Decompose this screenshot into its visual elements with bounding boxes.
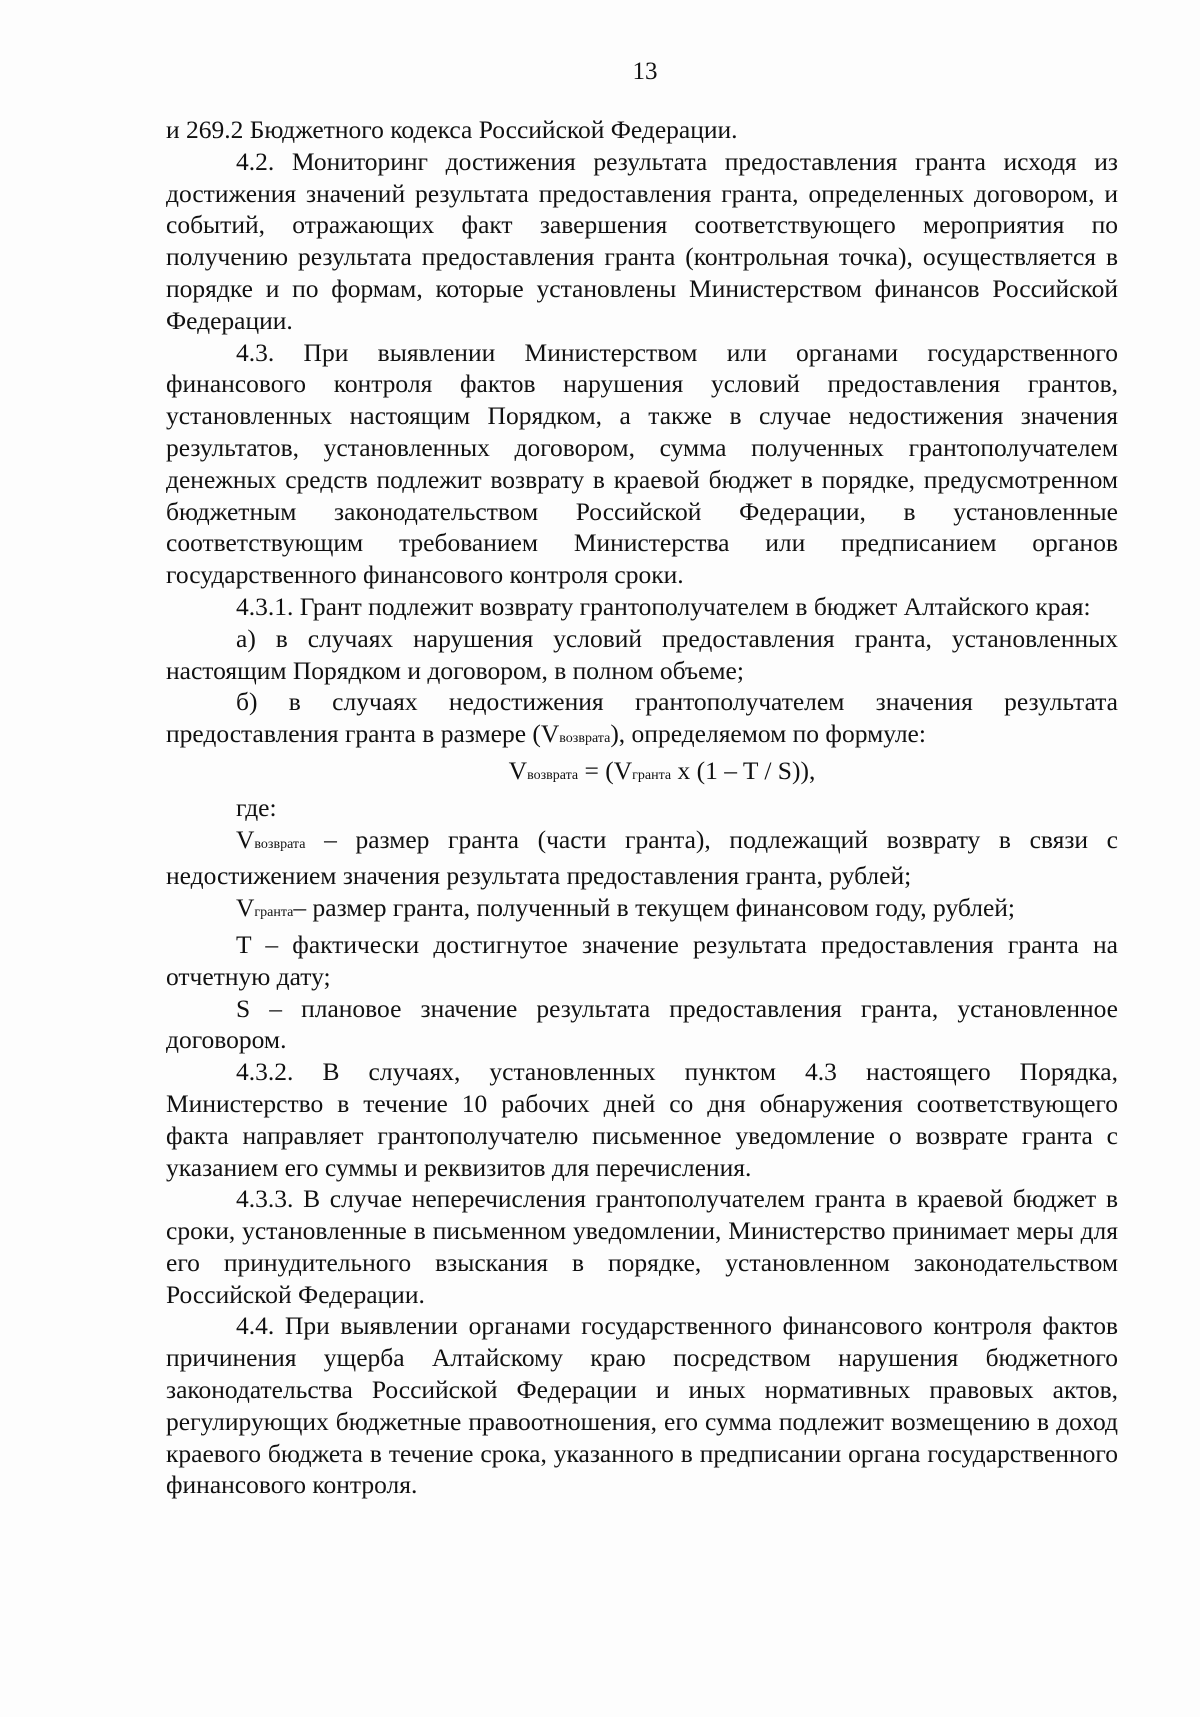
def-v-return-text: – размер гранта (части гранта), подлежащий возврату в связи с недостижением значения результата предоставления гранта, рублей; — [166, 824, 1118, 891]
paragraph-4-4: 4.4. При выявлении органами государственного финансового контроля фактов причинения ущерба Алтайскому краю посредством нарушения бюджетного законодательства Российской Федерации и иных нормативных правовых актов, регулирующих бюджетные правоотношения, его сумма подлежит возмещению в доход краевого бюджета в течение срока, указанного в предписании органа государственного финансового контроля. — [166, 1311, 1118, 1500]
definition-t: T – фактически достигнутое значение результата предоставления гранта на отчетную дату; — [166, 929, 1118, 991]
where-label: где: — [236, 792, 277, 822]
item-b-subscript: возврата — [559, 731, 611, 747]
formula-expression: x (1 – T / S)), — [671, 755, 816, 785]
definition-v-grant — [166, 892, 1118, 929]
formula-sub-grant: гранта — [632, 767, 672, 783]
def-v-return-symbol: V — [236, 824, 255, 854]
def-v-grant-symbol: V — [236, 893, 255, 923]
def-v-return-subscript: возврата — [254, 836, 306, 852]
def-v-grant-text: – размер гранта, полученный в текущем финансовом году, рублей; — [293, 893, 1015, 923]
formula-sub-return: возврата — [527, 767, 579, 783]
paragraph-item-a: а) в случаях нарушения условий предоставления гранта, установленных настоящим Порядком и договором, в полном объеме; — [166, 623, 1118, 685]
item-b-text-end: ), определяемом по формуле: — [610, 719, 926, 749]
paragraph-4-3: 4.3. При выявлении Министерством или органами государственного финансового контроля фактов нарушения условий предоставления грантов, установленных настоящим Порядком, а также в случае недостижения значения результатов, установленных договором, сумма полученных грантополучателем денежных средств подлежит возврату в краевой бюджет в порядке, предусмотренном бюджетным законодательством Российской Федерации, в установленные соответствующим требованием Министерства или предписанием органов государственного финансового контроля сроки. — [166, 337, 1118, 590]
paragraph-4-3-1: 4.3.1. Грант подлежит возврату грантополучателем в бюджет Алтайского края: — [236, 591, 1091, 621]
paragraph-item-b — [166, 686, 1118, 755]
paragraph-continuation: и 269.2 Бюджетного кодекса Российской Федерации. — [166, 115, 738, 144]
return-formula — [166, 755, 1118, 792]
formula-v-return: V — [508, 755, 528, 785]
paragraph-4-3-3: 4.3.3. В случае неперечисления грантополучателем гранта в краевой бюджет в сроки, установленные в письменном уведомлении, Министерство принимает меры для его принудительного взыскания в порядке, установленном законодательством Российской Федерации. — [166, 1184, 1118, 1309]
paragraph-4-2: 4.2. Мониторинг достижения результата предоставления гранта исходя из достижения значений результата предоставления гранта, определенных договором, и событий, отражающих факт завершения соответствующего мероприятия по получению результата предоставления гранта (контрольная точка), осуществляется в порядке и по формам, которые установлены Министерством финансов Российской Федерации. — [166, 146, 1118, 335]
page-number: 13 — [632, 58, 658, 85]
formula-equals: = (V — [578, 755, 633, 785]
definition-s: S – плановое значение результата предоставления гранта, установленное договором. — [166, 993, 1118, 1055]
item-b-text-start: б) в случаях недостижения грантополучателем значения результата предоставления гранта в размере (V — [166, 687, 1118, 749]
definition-v-return — [166, 824, 1118, 893]
document-body — [166, 114, 1118, 1501]
paragraph-4-3-2: 4.3.2. В случаях, установленных пунктом 4.3 настоящего Порядка, Министерство в течение 10 рабочих дней со дня обнаружения соответствующего факта направляет грантополучателю письменное уведомление о возврате гранта с указанием его суммы и реквизитов для перечисления. — [166, 1057, 1118, 1182]
def-v-grant-subscript: гранта — [254, 905, 294, 921]
